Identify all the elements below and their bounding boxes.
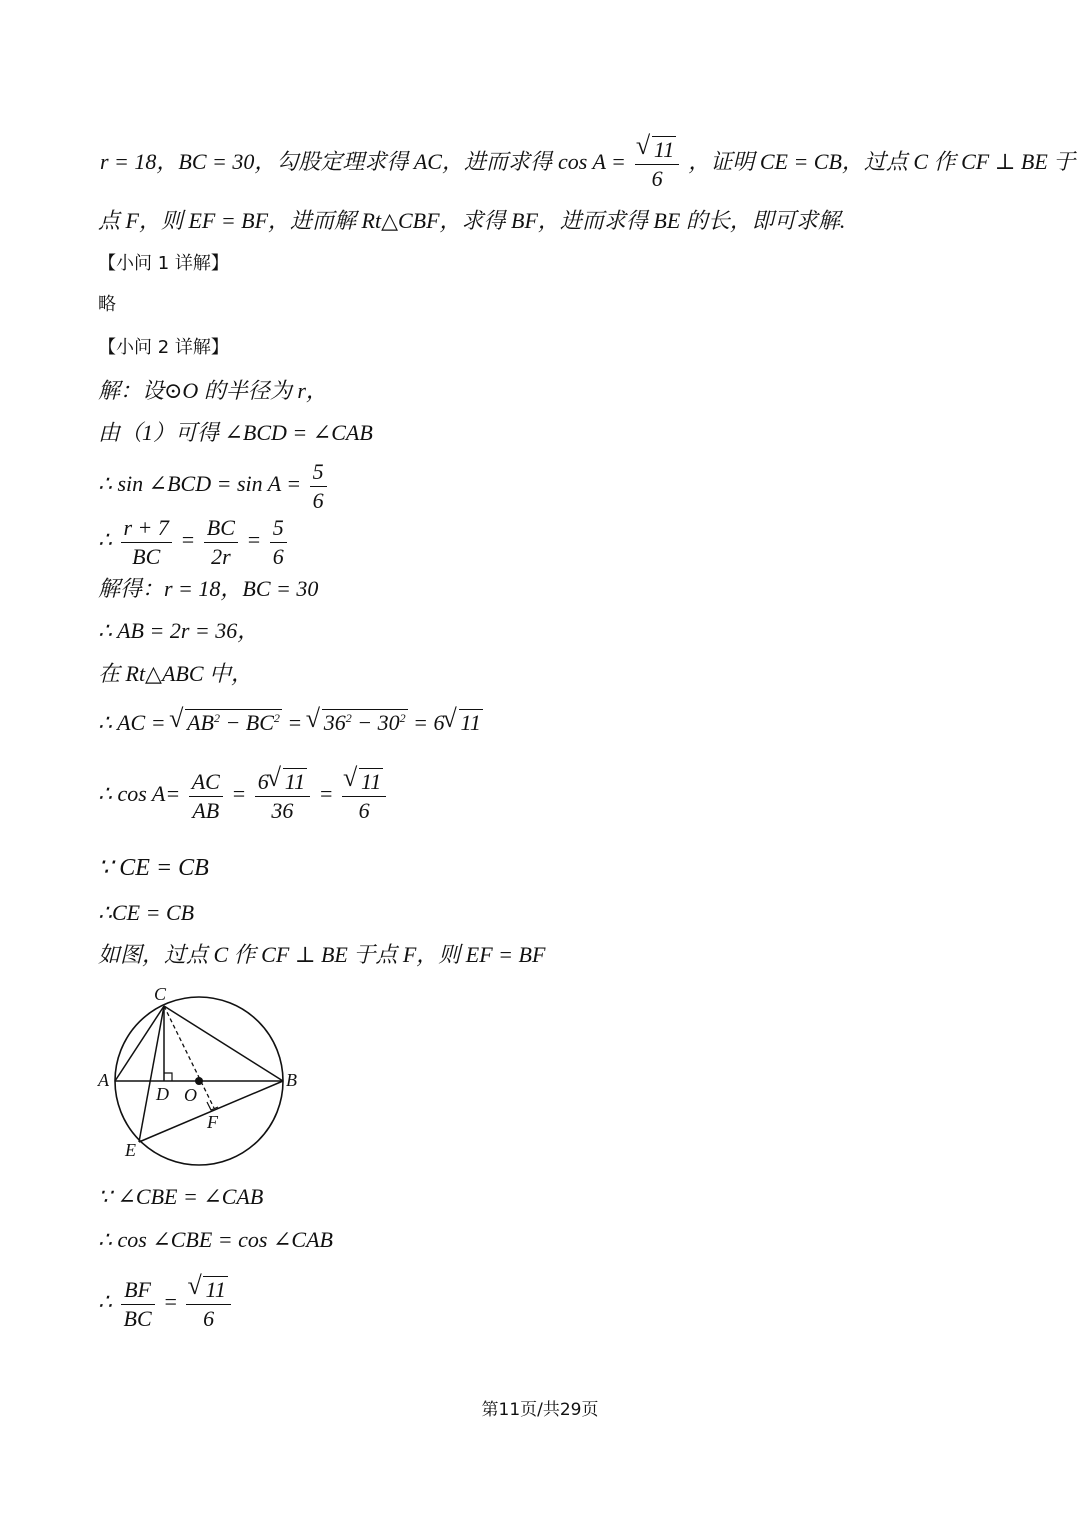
line-cb bbox=[164, 1006, 283, 1081]
label-d: D bbox=[156, 1084, 169, 1104]
right-angle-d bbox=[164, 1073, 172, 1081]
q1-body: 略 bbox=[98, 294, 116, 315]
q1-header: 【小问 1 详解】 bbox=[98, 253, 229, 274]
q2-step-12: 如图，过点 C 作 CF ⊥ BE 于点 F，则 EF = BF bbox=[98, 942, 546, 967]
label-e: E bbox=[125, 1140, 136, 1160]
label-o: O bbox=[184, 1085, 197, 1105]
q2-step-13: ∵ ∠CBE = ∠CAB bbox=[98, 1184, 264, 1209]
q2-step-9: ∴ cos A= $\frac{AC}{AB}$ = $\frac{6√ 11}{36}$ = √ $\frac{11}{6}$ bbox=[98, 768, 389, 824]
q2-step-11: ∴CE = CB bbox=[98, 900, 195, 925]
q2-step-15: ∴ $\frac{BF}{BC}$ = √ $\frac{11}{6}$ bbox=[98, 1276, 234, 1332]
label-f: F bbox=[207, 1112, 218, 1132]
q2-step-10: ∵ CE = CB bbox=[98, 855, 209, 881]
q2-step-1: 解：设⊙O 的半径为 r， bbox=[98, 378, 328, 403]
q2-step-14: ∴ cos ∠CBE = cos ∠CAB bbox=[98, 1227, 333, 1252]
intro-line-2: 点 F，则 EF = BF，进而解 Rt△CBF，求得 BF，进而求得 BE 的长，即可求解. bbox=[98, 208, 846, 233]
q2-step-7: 在 Rt△ABC 中， bbox=[98, 661, 254, 686]
cos-a-fraction: √ $\frac{11}{6}$ bbox=[635, 136, 679, 192]
q2-step-3: ∴ sin ∠BCD = sin A = $\frac{5}{6}$ bbox=[98, 458, 330, 514]
q2-step-6: ∴ AB = 2r = 36， bbox=[98, 618, 260, 643]
center-point-o bbox=[195, 1077, 203, 1085]
page-footer: 第11页/共29页 bbox=[481, 1400, 599, 1420]
q2-step-4: ∴ $\frac{r + 7}{BC}$ = $\frac{BC}{2r}$ = $\frac{5}{6}$ bbox=[98, 514, 290, 570]
q2-header: 【小问 2 详解】 bbox=[98, 337, 229, 358]
q2-step-2: 由（1）可得 ∠BCD = ∠CAB bbox=[98, 420, 373, 445]
label-a: A bbox=[98, 1070, 109, 1090]
label-b: B bbox=[286, 1070, 297, 1090]
q2-step-5: 解得：r = 18，BC = 30 bbox=[98, 576, 319, 601]
intro-line-1: r = 18，BC = 30，勾股定理求得 AC，进而求得 cos A = √ $\frac{11}{6}$ ，证明 CE = CB，过点 C 作 CF ⊥ BE 于 bbox=[100, 136, 1075, 192]
label-c: C bbox=[154, 984, 167, 1004]
q2-step-8: ∴ AC = √ $AB^2 - BC^2$ = √ $36^2 - 30^2 = 6√$ 11 bbox=[98, 712, 483, 734]
circle-geometry-figure bbox=[92, 982, 322, 1172]
